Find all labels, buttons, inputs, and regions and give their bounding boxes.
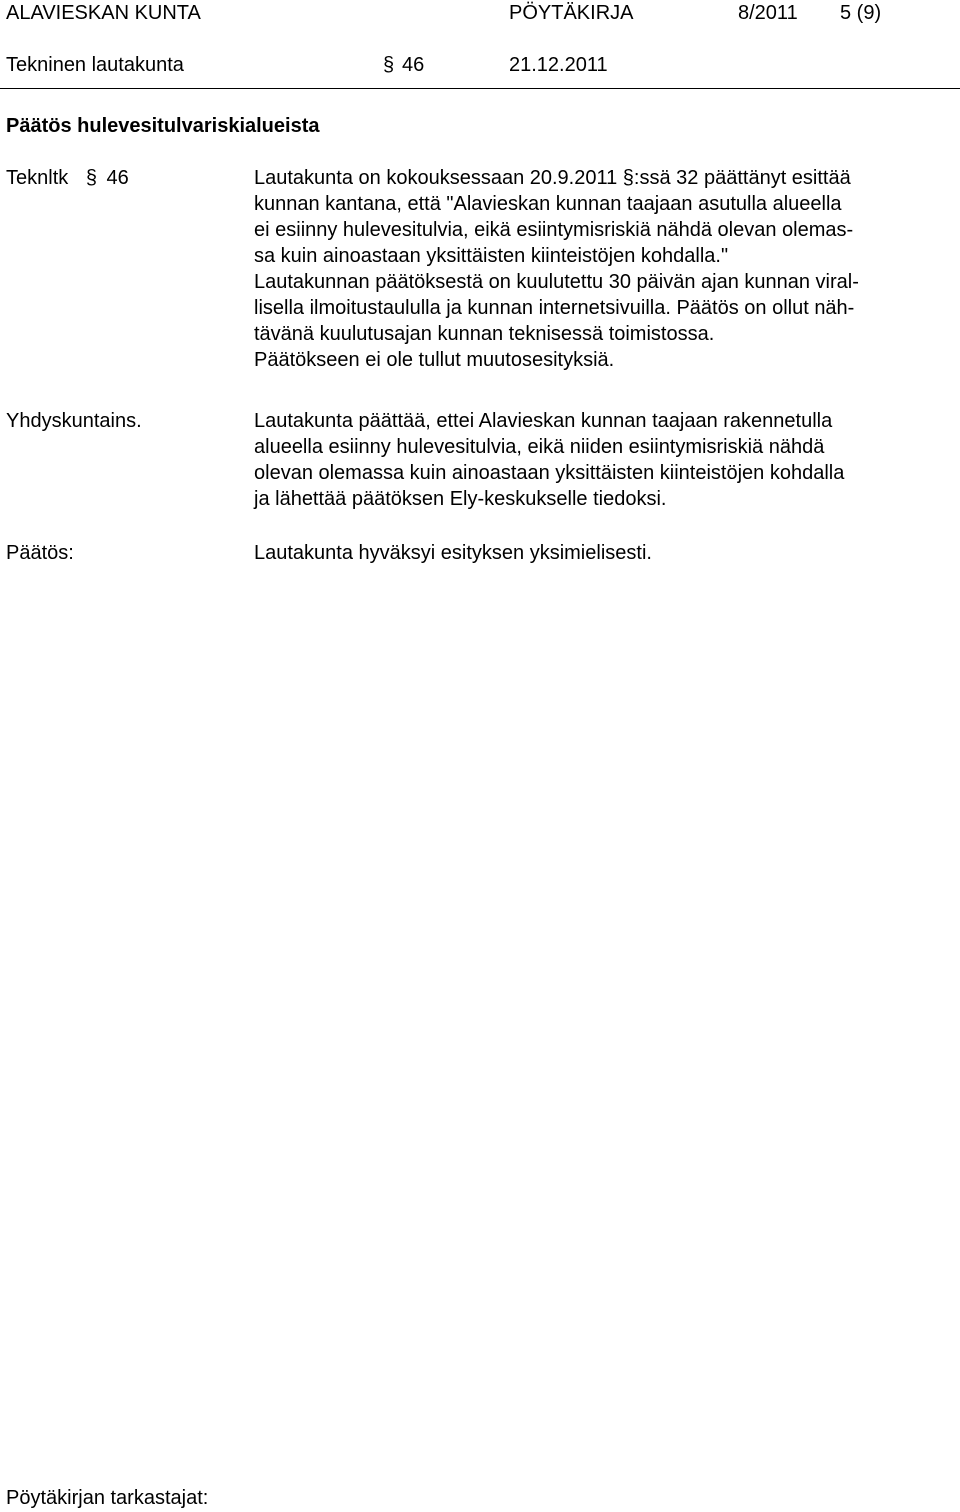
- board-name: Tekninen lautakunta: [6, 54, 184, 76]
- entry-text-paatos: [254, 540, 954, 566]
- text-line: Päätökseen ei ole tullut muutosesityksiä.: [254, 349, 615, 371]
- entry-label-yhdyskuntains: Yhdyskuntains.: [6, 410, 142, 432]
- text-line: kunnan kantana, että "Alavieskan kunnan taajaan asutulla alueella: [254, 193, 842, 215]
- entry-label-teknltk: [6, 165, 129, 191]
- entry-label-paatos: Päätös:: [6, 542, 74, 564]
- entry-label-text: Teknltk: [6, 167, 69, 189]
- text-line: Lautakunnan päätöksestä on kuulutettu 30 päivän ajan kunnan viral-: [254, 271, 859, 293]
- text-line: tävänä kuulutusajan kunnan teknisessä toimistossa.: [254, 323, 715, 345]
- document-type: PÖYTÄKIRJA: [509, 2, 634, 24]
- text-line: Lautakunta on kokouksessaan 20.9.2011 §:ssä 32 päättänyt esittää: [254, 167, 851, 189]
- header-divider: [0, 88, 960, 89]
- text-line: olevan olemassa kuin ainoastaan yksittäisten kiinteistöjen kohdalla: [254, 462, 845, 484]
- entry-text-yhdyskuntains: [254, 408, 954, 512]
- text-line: ei esiinny hulevesitulvia, eikä esiintymisriskiä nähdä olevan olemas-: [254, 219, 854, 241]
- text-line: lisella ilmoitustaululla ja kunnan internetsivuilla. Päätös on ollut näh-: [254, 297, 855, 319]
- text-line: sa kuin ainoastaan yksittäisten kiinteistöjen kohdalla.": [254, 245, 729, 267]
- reviewers-label: Pöytäkirjan tarkastajat:: [6, 1487, 209, 1509]
- text-line: ja lähettää päätöksen Ely-keskukselle tiedoksi.: [254, 488, 667, 510]
- section-symbol: §: [85, 167, 97, 189]
- text-line: Lautakunta päättää, ettei Alavieskan kunnan taajaan rakennetulla: [254, 410, 833, 432]
- meeting-date: 21.12.2011: [509, 54, 608, 76]
- municipality-name: ALAVIESKAN KUNTA: [6, 2, 201, 24]
- text-line: alueella esiinny hulevesitulvia, eikä niiden esiintymisriskiä nähdä: [254, 436, 825, 458]
- section-symbol: §: [383, 54, 395, 76]
- section-number: 46: [402, 54, 425, 76]
- document-number: 8/2011: [738, 2, 798, 24]
- page-number: 5 (9): [840, 2, 882, 24]
- text-line: Lautakunta hyväksyi esityksen yksimielisesti.: [254, 542, 652, 564]
- section-number: 46: [106, 167, 129, 189]
- page-title: Päätös hulevesitulvariskialueista: [6, 115, 320, 137]
- entry-text-teknltk: [254, 165, 954, 373]
